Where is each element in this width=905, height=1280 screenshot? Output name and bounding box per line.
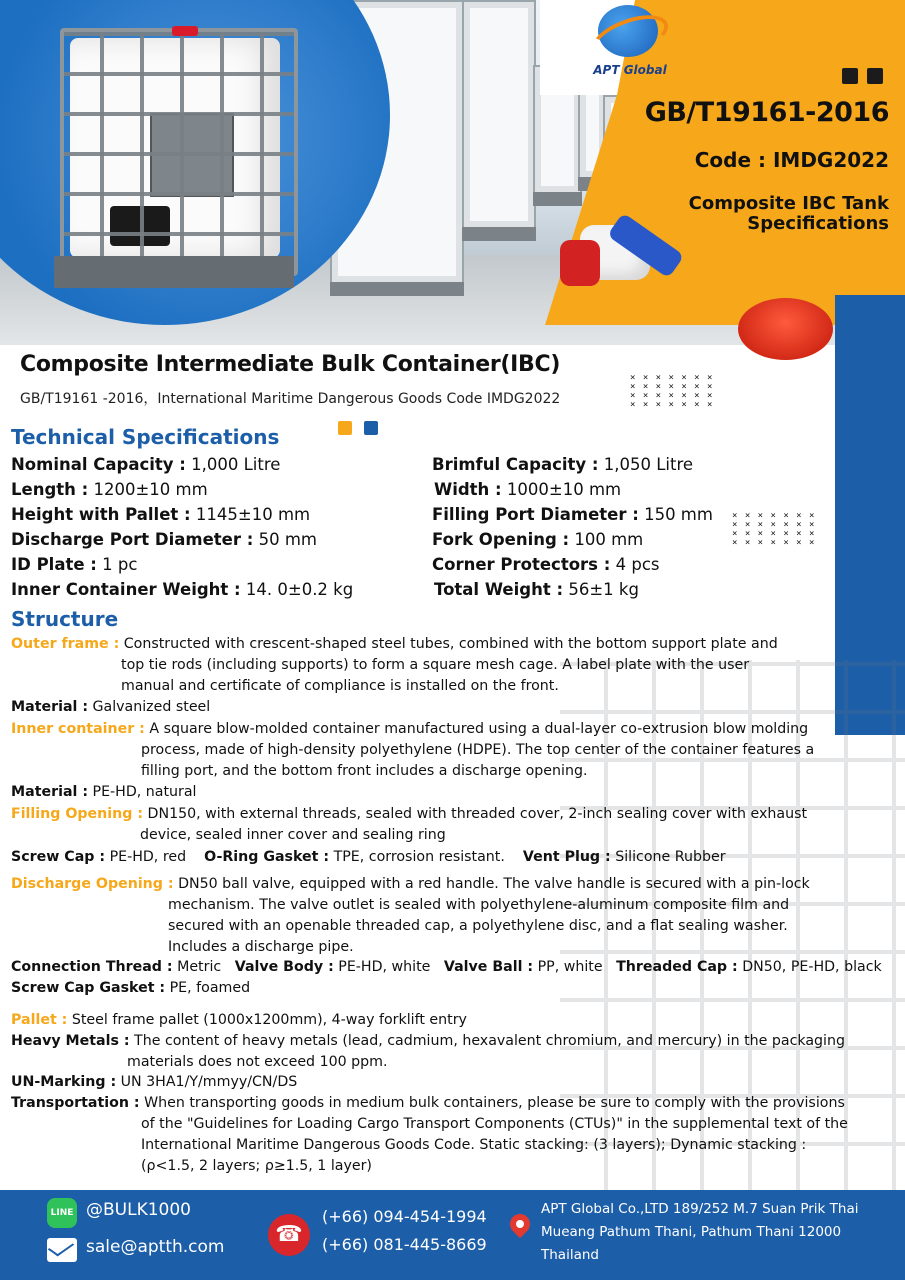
transportation-text: of the "Guidelines for Loading Cargo Transport Components (CTUs)" in the supplemental text of the <box>141 1116 848 1132</box>
dot-grid-decoration: × × × × × × × × × × × × × × × × × × × × × × × × × × × × <box>732 511 816 548</box>
outer-frame-text: top tie rods (including supports) to form a square mesh cage. A label plate with the user <box>121 657 750 673</box>
ibc-tote-background <box>462 0 536 229</box>
outer-frame-text: Constructed with crescent-shaped steel tubes, combined with the bottom support plate and <box>119 636 778 652</box>
screw-cap-gasket: Screw Cap Gasket : PE, foamed <box>11 980 251 996</box>
transportation-text: When transporting goods in medium bulk containers, please be sure to comply with the provisions <box>139 1095 845 1111</box>
inner-container-label: Inner container : <box>11 721 145 737</box>
heavy-metals-text: materials does not exceed 100 ppm. <box>127 1054 388 1070</box>
outer-frame-text: manual and certificate of compliance is installed on the front. <box>121 678 559 694</box>
filling-opening-label: Filling Opening : <box>11 806 144 822</box>
material-hdpe: Material : PE-HD, natural <box>11 784 197 800</box>
page-title: Composite Intermediate Bulk Container(IBC) <box>20 352 561 377</box>
spec-length: Length : 1200±10 mm <box>11 480 208 499</box>
heavy-metals-text: The content of heavy metals (lead, cadmium, hexavalent chromium, and mercury) in the packaging <box>129 1033 845 1049</box>
heavy-metals-block <box>11 1031 901 1073</box>
address-line: Thailand <box>541 1247 599 1263</box>
filling-opening-text: device, sealed inner cover and sealing ring <box>140 827 446 843</box>
ibc-tank-image <box>60 28 290 288</box>
phone-number-1[interactable]: (+66) 094-454-1994 <box>322 1207 487 1226</box>
discharge-opening-text: DN50 ball valve, equipped with a red handle. The valve handle is secured with a pin-lock <box>173 876 810 892</box>
logo-text: APT Global <box>593 63 667 77</box>
un-marking-line: UN-Marking : UN 3HA1/Y/mmyy/CN/DS <box>11 1074 298 1090</box>
filling-opening-text: DN150, with external threads, sealed with threaded cover, 2-inch sealing cover with exhaust <box>143 806 808 822</box>
spec-fork-opening: Fork Opening : 100 mm <box>432 530 644 549</box>
tech-specs-heading: Technical Specifications <box>11 425 280 449</box>
pallet-base <box>54 256 294 288</box>
filling-cap <box>172 26 198 36</box>
decor-square-blue <box>364 421 378 435</box>
decor-square <box>842 68 858 84</box>
spec-discharge-diameter: Discharge Port Diameter : 50 mm <box>11 530 317 549</box>
transportation-label: Transportation : <box>11 1095 140 1111</box>
structure-heading: Structure <box>11 607 119 631</box>
ball-valve-image <box>560 205 690 305</box>
transportation-text: International Maritime Dangerous Goods Code. Static stacking: (3 layers); Dynamic stacking : <box>141 1137 807 1153</box>
discharge-opening-text: secured with an openable threaded cap, a polyethylene disc, and a flat sealing washer. <box>168 918 788 934</box>
spec-inner-weight: Inner Container Weight : 14. 0±0.2 kg <box>11 580 354 599</box>
discharge-opening-text: Includes a discharge pipe. <box>168 939 354 955</box>
pallet-line: Pallet : Steel frame pallet (1000x1200mm), 4-way forklift entry <box>11 1012 467 1028</box>
connection-row: Connection Thread : Metric Valve Body : PE-HD, white Valve Ball : PP, white Threaded Cap : DN50, PE-HD, black <box>11 959 882 975</box>
dot-grid-decoration: × × × × × × × × × × × × × × × × × × × × × × × × × × × × <box>630 373 714 410</box>
screw-cap-row: Screw Cap : PE-HD, red O-Ring Gasket : TPE, corrosion resistant. Vent Plug : Silicone Rubber <box>11 849 726 865</box>
mail-icon <box>47 1238 77 1262</box>
phone-number-2[interactable]: (+66) 081-445-8669 <box>322 1235 487 1254</box>
heavy-metals-label: Heavy Metals : <box>11 1033 130 1049</box>
decor-square <box>867 68 883 84</box>
spec-brimful-capacity: Brimful Capacity : 1,050 Litre <box>432 455 694 474</box>
spec-total-weight: Total Weight : 56±1 kg <box>434 580 639 599</box>
discharge-opening-block <box>11 874 891 958</box>
spec-nominal-capacity: Nominal Capacity : 1,000 Litre <box>11 455 281 474</box>
discharge-opening-text: mechanism. The valve outlet is sealed with polyethylene-aluminum composite film and <box>168 897 790 913</box>
spec-corner-protectors: Corner Protectors : 4 pcs <box>432 555 660 574</box>
discharge-opening-label: Discharge Opening : <box>11 876 174 892</box>
line-id[interactable]: @BULK1000 <box>86 1200 191 1220</box>
transportation-block <box>11 1093 901 1177</box>
inner-container-text: filling port, and the bottom front includes a discharge opening. <box>141 763 588 779</box>
apt-global-logo <box>590 5 670 80</box>
imdg-code: Code : IMDG2022 <box>694 148 889 172</box>
phone-icon: ☎ <box>268 1214 310 1256</box>
transportation-text: (ρ<1.5, 2 layers; ρ≥1.5, 1 layer) <box>141 1158 372 1174</box>
outer-frame-block <box>11 634 891 697</box>
red-lid-image <box>738 298 833 360</box>
address-line: APT Global Co.,LTD 189/252 M.7 Suan Prik Thai <box>541 1201 859 1217</box>
inner-container-text: A square blow-molded container manufactured using a dual-layer co-extrusion blow molding <box>144 721 809 737</box>
header-subtitle-line2: Specifications <box>747 213 889 234</box>
standard-code: GB/T19161-2016 <box>644 97 889 128</box>
spec-width: Width : 1000±10 mm <box>434 480 622 499</box>
location-pin-icon <box>506 1210 534 1238</box>
header-subtitle-line1: Composite IBC Tank <box>688 193 889 214</box>
spec-height: Height with Pallet : 1145±10 mm <box>11 505 311 524</box>
decor-square-orange <box>338 421 352 435</box>
email-link[interactable]: sale@aptth.com <box>86 1237 225 1257</box>
spec-id-plate: ID Plate : 1 pc <box>11 555 138 574</box>
address-line: Mueang Pathum Thani, Pathum Thani 12000 <box>541 1224 842 1240</box>
filling-opening-block <box>11 804 891 846</box>
steel-cage <box>60 28 298 276</box>
material-steel: Material : Galvanized steel <box>11 699 211 715</box>
line-app-icon: LINE <box>47 1198 77 1228</box>
inner-container-block <box>11 719 901 782</box>
spec-filling-diameter: Filling Port Diameter : 150 mm <box>432 505 713 524</box>
outer-frame-label: Outer frame : <box>11 636 120 652</box>
contact-footer <box>0 1190 905 1280</box>
header-subtitle <box>689 194 889 234</box>
company-address <box>541 1198 858 1267</box>
page-subtitle: GB/T19161 -2016，International Maritime Dangerous Goods Code IMDG2022 <box>20 391 561 407</box>
inner-container-text: process, made of high-density polyethylene (HDPE). The top center of the container features a <box>141 742 815 758</box>
